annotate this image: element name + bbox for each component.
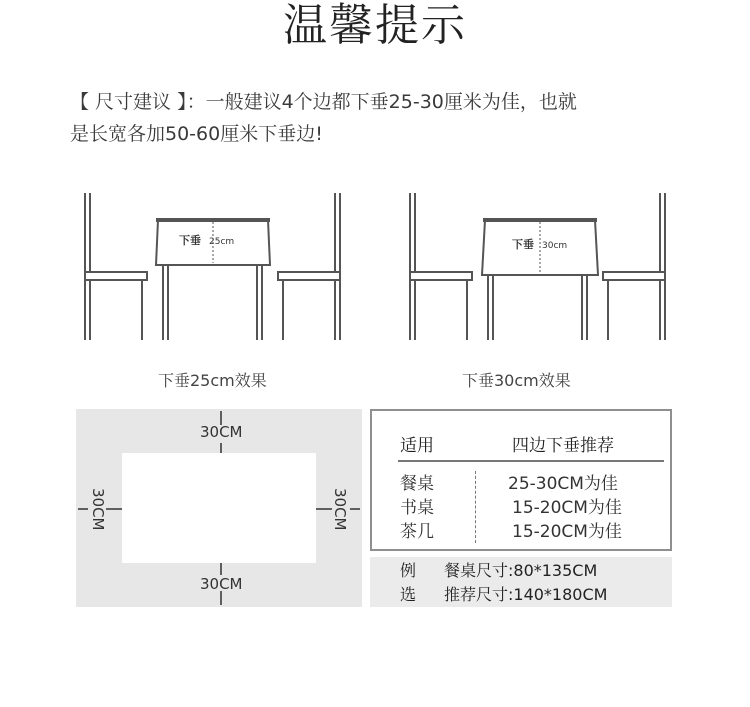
drop-value: 30cm xyxy=(542,241,568,251)
example-label-2: 选 xyxy=(400,585,417,604)
size-tip-line-1: 【 尺寸建议 】：一般建议4个边都下垂25-30厘米为佳，也就 xyxy=(70,91,577,113)
dim-top-label: 30CM xyxy=(200,423,243,441)
dim-left-label: 30CM xyxy=(89,488,107,531)
row-use: 茶几 xyxy=(400,522,434,542)
example-selection-box xyxy=(370,557,672,607)
row-use: 餐桌 xyxy=(400,474,434,494)
column-divider xyxy=(475,471,476,543)
right-chair-seat xyxy=(278,272,340,280)
page-title: 温馨提示 xyxy=(283,0,467,51)
drop-recommendation-table xyxy=(370,409,672,551)
left-chair-seat xyxy=(85,272,147,280)
left-chair-seat xyxy=(410,272,472,280)
example-table-size: 餐桌尺寸:80*135CM xyxy=(444,561,598,580)
size-tip xyxy=(70,86,690,150)
right-chair-seat xyxy=(603,272,665,280)
scene-25cm-caption: 下垂25cm效果 xyxy=(158,371,267,390)
drop-value: 25cm xyxy=(209,237,235,247)
row-drop: 15-20CM为佳 xyxy=(512,522,622,542)
example-label-1: 例 xyxy=(400,561,417,580)
header-drop: 四边下垂推荐 xyxy=(512,436,614,456)
dim-bottom-label: 30CM xyxy=(200,575,243,593)
drop-label: 下垂 xyxy=(179,234,201,247)
example-recommend-size: 推荐尺寸:140*180CM xyxy=(444,585,608,604)
scene-25cm-illustration xyxy=(0,185,375,350)
scene-30cm-caption: 下垂30cm效果 xyxy=(462,371,571,390)
dim-right-label: 30CM xyxy=(331,488,349,531)
row-use: 书桌 xyxy=(400,498,434,518)
drop-label: 下垂 xyxy=(512,238,534,251)
scene-30cm-illustration xyxy=(375,185,750,350)
row-drop: 25-30CM为佳 xyxy=(508,474,618,494)
header-use: 适用 xyxy=(400,436,434,456)
header-divider xyxy=(398,460,664,462)
tablecloth-dimension-diagram xyxy=(76,409,362,607)
size-tip-line-2: 是长宽各加50-60厘米下垂边! xyxy=(70,123,323,145)
row-drop: 15-20CM为佳 xyxy=(512,498,622,518)
